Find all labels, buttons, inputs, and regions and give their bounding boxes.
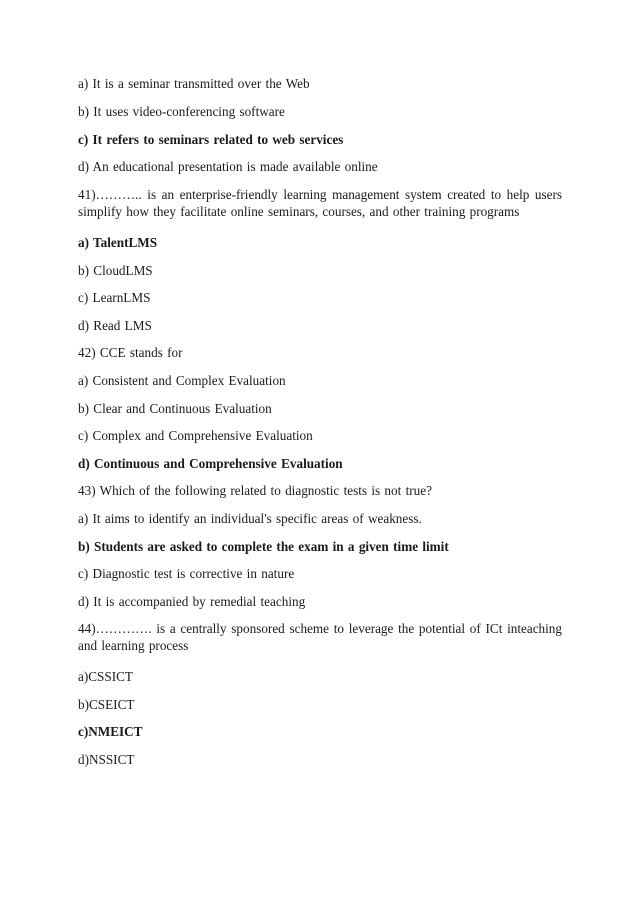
q44-option-c-answer: c)NMEICT [78,724,143,739]
q43-option-a: a) It aims to identify an individual's specific areas of weakness. [78,511,422,526]
question-41: 41)……….. is an enterprise-friendly learning management system created to help users simplify how they facilitate online seminars, courses, and other training programs [78,187,562,219]
q42-option-d-answer: d) Continuous and Comprehensive Evaluation [78,456,343,471]
q43-option-b-answer: b) Students are asked to complete the exam in a given time limit [78,539,449,554]
q42-option-a: a) Consistent and Complex Evaluation [78,373,286,388]
q41-option-b: b) CloudLMS [78,263,153,278]
q42-option-c: c) Complex and Comprehensive Evaluation [78,428,313,443]
q41-option-a-answer: a) TalentLMS [78,235,158,250]
q43-option-c: c) Diagnostic test is corrective in nature [78,566,295,581]
q42-option-b: b) Clear and Continuous Evaluation [78,401,272,416]
q43-option-d: d) It is accompanied by remedial teaching [78,594,306,609]
q41-option-d: d) Read LMS [78,318,152,333]
q44-option-b: b)CSEICT [78,697,135,712]
q40-option-d: d) An educational presentation is made available online [78,159,378,174]
question-44: 44)…………. is a centrally sponsored scheme to leverage the potential of ICt inteaching and learning process [78,621,562,653]
q41-option-c: c) LearnLMS [78,290,151,305]
q44-option-a: a)CSSICT [78,669,133,684]
question-42: 42) CCE stands for [78,345,183,360]
q40-option-b: b) It uses video-conferencing software [78,104,285,119]
q40-option-c-answer: c) It refers to seminars related to web services [78,132,344,147]
question-43: 43) Which of the following related to diagnostic tests is not true? [78,483,432,498]
q44-option-d: d)NSSICT [78,752,135,767]
q40-option-a: a) It is a seminar transmitted over the Web [78,76,310,91]
